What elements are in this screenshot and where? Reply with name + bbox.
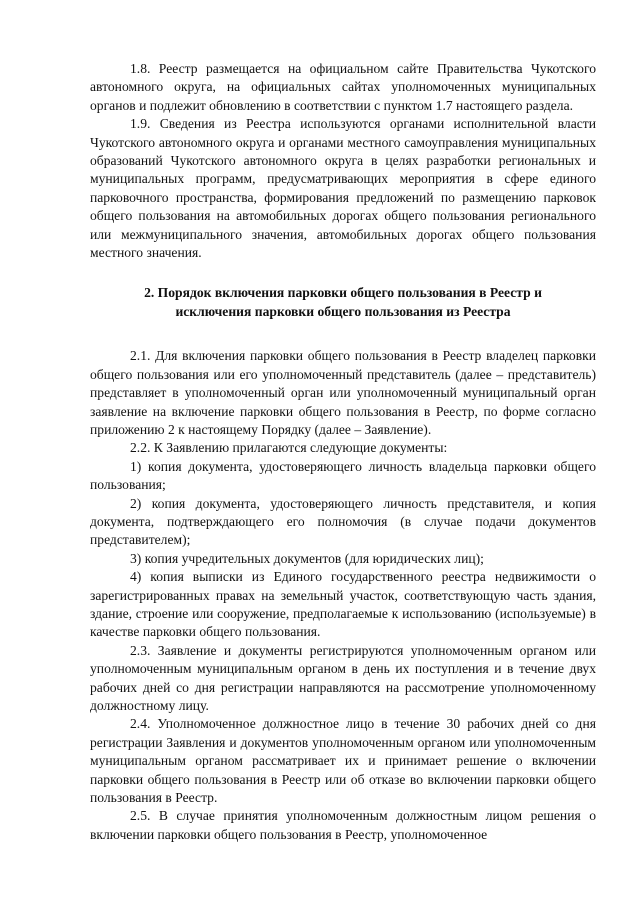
section-2-heading-line-1: 2. Порядок включения парковки общего пользования в Реестр и (144, 285, 542, 301)
paragraph-2-4: 2.4. Уполномоченное должностное лицо в течение 30 рабочих дней со дня регистрации Заявления и документов уполномоченным органом или уполномоченным муниципальным органом рассматривает их и принимает решение о включении парковки общего пользования в Реестр или об отказе во включении парковки общего пользования в Реестр. (90, 716, 596, 806)
paragraph-2-3: 2.3. Заявление и документы регистрируются уполномоченным органом или уполномоченным муниципальным органом в день их поступления и в течение двух рабочих дней со дня регистрации направляются на рассмотрение уполномоченному должностному лицу. (90, 642, 596, 713)
paragraph-1-9: 1.9. Сведения из Реестра используются органами исполнительной власти Чукотского автономного округа и органами местного самоуправления муниципальных образований Чукотского автономного округа в целях разработки региональных и муниципальных программ, предусматривающих мероприятия в сфере единого парковочного пространства, формирования предложений по размещению парковок общего пользования на автомобильных дорогах общего пользования регионального или межмуниципального значения, автомобильных дорогах общего пользования местного значения. (90, 116, 596, 261)
paragraph-2-1: 2.1. Для включения парковки общего пользования в Реестр владелец парковки общего пользования или его уполномоченный представитель (далее – представитель) представляет в уполномоченный орган или уполномоченный муниципальный орган заявление на включение парковки общего пользования в Реестр, по форме согласно приложению 2 к настоящему Порядку (далее – Заявление). (90, 348, 596, 437)
section-2-heading-line-2: исключения парковки общего пользования из Реестра (175, 303, 511, 319)
list-item-3: 3) копия учредительных документов (для юридических лиц); (130, 550, 484, 566)
paragraph-1-8: 1.8. Реестр размещается на официальном сайте Правительства Чукотского автономного округа, на официальных сайтах уполномоченных муниципальных органов и подлежит обновлению в соответствии с пунктом 1.7 настоящего раздела. (90, 61, 596, 113)
list-item-2: 2) копия документа, удостоверяющего личность представителя, и копия документа, подтверждающего его полномочия (в случае подачи документов представителем); (90, 495, 596, 548)
document-page (90, 60, 596, 844)
paragraph-2-5: 2.5. В случае принятия уполномоченным должностным лицом решения о включении парковки общего пользования в Реестр, уполномоченное (90, 808, 596, 842)
list-item-4: 4) копия выписки из Единого государственного реестра недвижимости о зарегистрированных правах на земельный участок, соответствующую часть здания, здание, строение или сооружение, предполагаемые к использованию (используемые) в качестве парковки общего пользования. (90, 569, 596, 640)
list-item-1: 1) копия документа, удостоверяющего личность владельца парковки общего пользования; (90, 458, 596, 493)
paragraph-2-2: 2.2. К Заявлению прилагаются следующие документы: (130, 440, 448, 456)
section-2-heading (90, 284, 596, 321)
